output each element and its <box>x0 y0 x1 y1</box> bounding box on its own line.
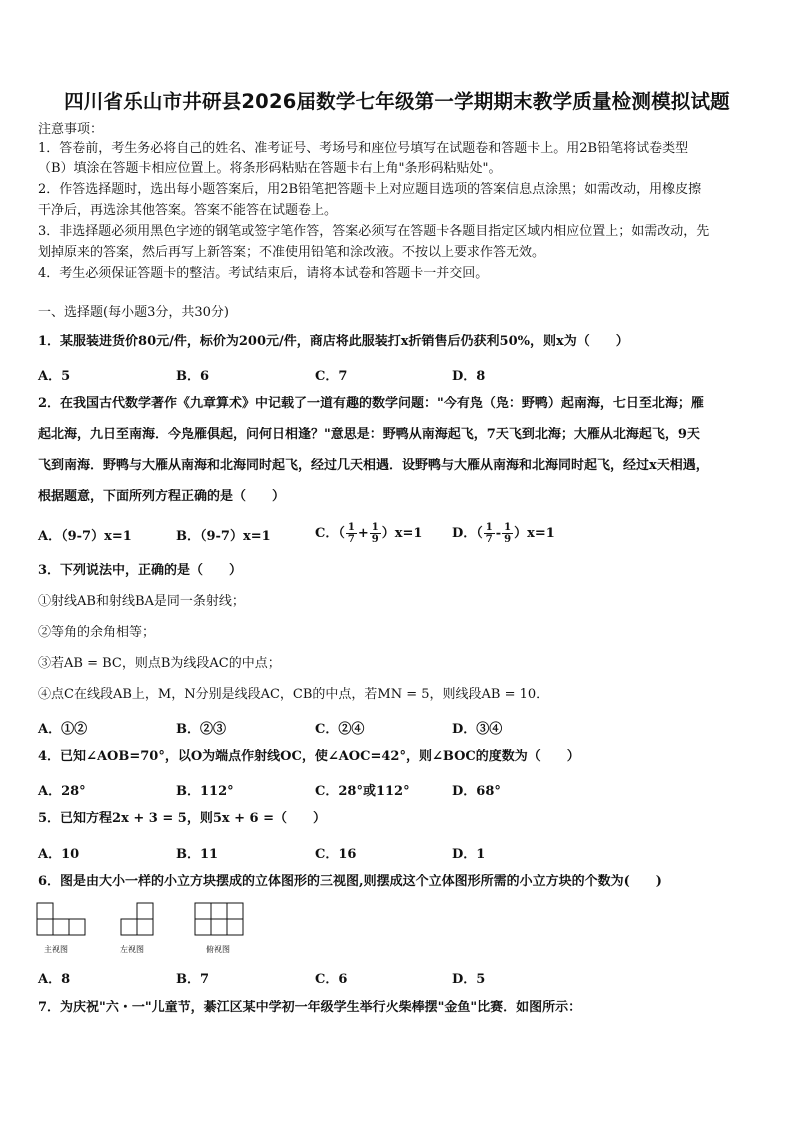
q1-options <box>38 365 758 385</box>
q3-option-b[interactable]: B．②③ <box>176 722 226 737</box>
side-view-drawing <box>120 902 156 938</box>
q1-stem: 1．某服装进货价80元/件，标价为200元/件，商店将此服装打x折销售后仍获利50%，则x为（ ） <box>38 334 629 349</box>
q6-options <box>38 968 758 988</box>
q2-option-b[interactable]: B．（9-7）x=1 <box>176 529 271 544</box>
q1-option-d[interactable]: D．8 <box>452 369 486 384</box>
q3-statement-3: ③若AB = BC，则点B为线段AC的中点； <box>38 656 281 671</box>
side-view-label: 左视图 <box>120 945 144 954</box>
fraction-one-seventh: $\frac{1}{7}$ <box>347 522 355 545</box>
three-view-figure <box>36 902 256 958</box>
notice-heading: 注意事项： <box>38 122 104 137</box>
notice-line-6: 划掉原来的答案，然后再写上新答案；不准使用铅笔和涂改液。不按以上要求作答无效。 <box>38 245 546 260</box>
notice-line-1: 1．答卷前，考生务必将自己的姓名、准考证号、考场号和座位号填写在试题卷和答题卡上。用2B铅笔将试卷类型 <box>38 141 689 156</box>
top-view <box>194 902 246 938</box>
q5-option-b[interactable]: B．11 <box>176 847 219 862</box>
q2-option-a[interactable]: A．（9-7）x=1 <box>38 529 132 544</box>
q3-option-d[interactable]: D．③④ <box>452 722 503 737</box>
q2-option-c-prefix: C．（ <box>315 526 345 541</box>
q4-options <box>38 780 758 800</box>
q5-option-d[interactable]: D．1 <box>452 847 486 862</box>
notice-line-7: 4．考生必须保证答题卡的整洁。考试结束后，请将本试卷和答题卡一并交回。 <box>38 266 489 281</box>
q3-stem: 3．下列说法中，正确的是（ ） <box>38 563 243 578</box>
q1-option-c[interactable]: C．7 <box>315 369 348 384</box>
q2-line-3: 飞到南海．野鸭与大雁从南海和北海同时起飞，经过几天相遇．设野鸭与大雁从南海和北海同时起飞，经过x天相遇， <box>38 458 709 473</box>
q7-stem: 7．为庆祝"六・一"儿童节，綦江区某中学初一年级学生举行火柴棒摆"金鱼"比赛．如图所示： <box>38 1000 582 1015</box>
front-view <box>36 902 88 938</box>
q4-option-c[interactable]: C．28°或112° <box>315 784 410 799</box>
top-view-drawing <box>194 902 246 938</box>
q4-option-a[interactable]: A．28° <box>38 784 86 799</box>
plus-sign: + <box>357 526 369 541</box>
q3-statement-2: ②等角的余角相等； <box>38 625 156 640</box>
q5-options <box>38 843 758 863</box>
q3-statement-4: ④点C在线段AB上，M，N分别是线段AC，CB的中点，若MN = 5，则线段AB = 10． <box>38 687 550 702</box>
q2-option-d-prefix: D．（ <box>452 526 483 541</box>
q2-line-4: 根据题意，下面所列方程正确的是（ ） <box>38 489 286 504</box>
top-view-label: 俯视图 <box>206 945 230 954</box>
q1-option-a[interactable]: A．5 <box>38 369 71 384</box>
q2-line-1: 2．在我国古代数学著作《九章算术》中记载了一道有趣的数学问题："今有凫（凫：野鸭）起南海，七日至北海；雁 <box>38 396 704 411</box>
front-view-drawing <box>36 902 88 938</box>
q3-option-a[interactable]: A．①② <box>38 722 88 737</box>
q1-option-b[interactable]: B．6 <box>176 369 210 384</box>
q3-options <box>38 718 758 738</box>
side-view <box>120 902 156 938</box>
notice-line-2: （B）填涂在答题卡相应位置上。将条形码粘贴在答题卡右上角"条形码粘贴处"。 <box>38 161 502 176</box>
q4-option-b[interactable]: B．112° <box>176 784 234 799</box>
q6-option-a[interactable]: A．8 <box>38 972 71 987</box>
q3-option-c[interactable]: C．②④ <box>315 722 365 737</box>
minus-sign: - <box>495 526 502 541</box>
notice-line-5: 3．非选择题必须用黑色字迹的钢笔或签字笔作答，答案必须写在答题卡各题目指定区域内相应位置上；如需改动，先 <box>38 224 710 239</box>
notice-line-4: 干净后，再选涂其他答案。答案不能答在试题卷上。 <box>38 203 338 218</box>
q2-line-2: 起北海，九日至南海．今凫雁俱起，问何日相逢？"意思是：野鸭从南海起飞，7天飞到北海；大雁从北海起飞，9天 <box>38 427 700 442</box>
q6-option-d[interactable]: D．5 <box>452 972 486 987</box>
q2-option-d[interactable] <box>452 522 555 545</box>
page-title: 四川省乐山市井研县2026届数学七年级第一学期期末教学质量检测模拟试题 <box>64 90 730 113</box>
section-heading: 一、选择题(每小题3分，共30分) <box>38 305 229 320</box>
q4-option-d[interactable]: D．68° <box>452 784 501 799</box>
q2-option-c-suffix: ）x=1 <box>381 526 423 541</box>
fraction-one-seventh: $\frac{1}{7}$ <box>485 522 493 545</box>
q2-option-c[interactable] <box>315 522 422 545</box>
fraction-one-ninth: $\frac{1}{9}$ <box>504 522 512 545</box>
q4-stem: 4．已知∠AOB=70°，以O为端点作射线OC，使∠AOC=42°，则∠BOC的度数为（ ） <box>38 749 580 764</box>
notice-line-3: 2．作答选择题时，选出每小题答案后，用2B铅笔把答题卡上对应题目选项的答案信息点涂黑；如需改动，用橡皮擦 <box>38 182 702 197</box>
q6-option-b[interactable]: B．7 <box>176 972 210 987</box>
q3-statement-1: ①射线AB和射线BA是同一条射线； <box>38 594 245 609</box>
q6-option-c[interactable]: C．6 <box>315 972 348 987</box>
front-view-label: 主视图 <box>44 945 68 954</box>
q2-option-d-suffix: ）x=1 <box>514 526 555 541</box>
q5-option-c[interactable]: C．16 <box>315 847 357 862</box>
q2-options <box>38 522 758 548</box>
q5-option-a[interactable]: A．10 <box>38 847 80 862</box>
q6-stem: 6．图是由大小一样的小立方块摆成的立体图形的三视图,则摆成这个立体图形所需的小立方块的个数为( ) <box>38 874 662 889</box>
q5-stem: 5．已知方程2x + 3 = 5，则5x + 6 =（ ） <box>38 811 327 826</box>
fraction-one-ninth: $\frac{1}{9}$ <box>371 522 379 545</box>
